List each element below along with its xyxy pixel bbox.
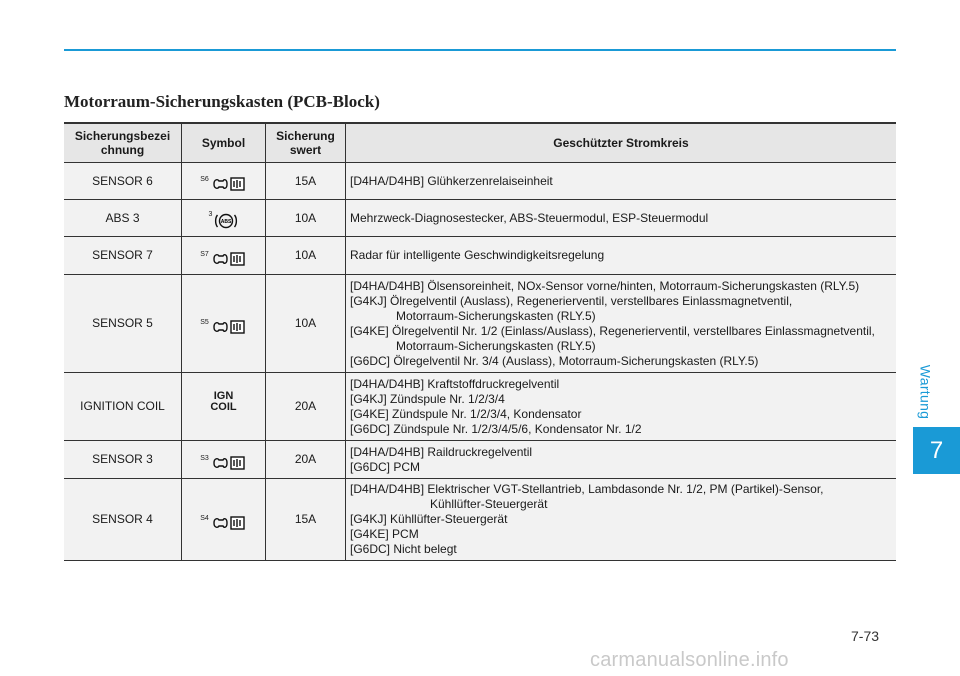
page-number: 7-73 (851, 628, 880, 644)
circuit-line: [G4KJ] Ölregelventil (Auslass), Regenerierventil, verstellbares Einlassmagnetventil, (350, 293, 793, 308)
fuse-name: SENSOR 3 (64, 441, 182, 479)
fuse-name: SENSOR 6 (64, 163, 182, 200)
table-header (64, 123, 896, 163)
fuse-value: 20A (266, 373, 346, 441)
watermark: carmanualsonline.info (590, 649, 789, 671)
table-row (64, 441, 896, 479)
fuse-circuit (346, 237, 897, 275)
sensor-icon (211, 515, 247, 531)
header-value: Sicherung swert (266, 123, 346, 163)
fuse-value: 10A (266, 200, 346, 237)
header-symbol: Symbol (182, 123, 266, 163)
fuse-symbol (182, 275, 266, 373)
section-title: Motorraum-Sicherungskasten (PCB-Block) (64, 92, 380, 111)
fuse-value: 15A (266, 163, 346, 200)
fuse-name: IGNITION COIL (64, 373, 182, 441)
circuit-line: [G6DC] Nicht belegt (350, 542, 457, 556)
fuse-circuit (346, 163, 897, 200)
chapter-badge: 7 (913, 427, 960, 474)
fuse-symbol (182, 441, 266, 479)
symbol-number: S5 (200, 318, 209, 326)
side-label (916, 360, 946, 426)
sensor-icon (211, 319, 247, 335)
fuse-table (64, 122, 896, 561)
header-name: Sicherungsbezei chnung (64, 123, 182, 163)
fuse-value: 15A (266, 479, 346, 561)
circuit-line: [G6DC] Zündspule Nr. 1/2/3/4/5/6, Kondensator Nr. 1/2 (350, 421, 642, 436)
circuit-line: Kühllüfter-Steuergerät (430, 497, 548, 511)
table-row (64, 200, 896, 237)
fuse-symbol (182, 373, 266, 441)
fuse-value: 10A (266, 237, 346, 275)
circuit-line: [D4HA/D4HB] Kraftstoffdruckregelventil (350, 376, 560, 391)
fuse-circuit (346, 200, 897, 237)
top-rule (64, 49, 896, 51)
circuit-line: [D4HA/D4HB] Elektrischer VGT-Stellantrieb, Lambdasonde Nr. 1/2, PM (Partikel)-Sensor, (350, 482, 824, 496)
circuit-line: [D4HA/D4HB] Ölsensoreinheit, NOx-Sensor vorne/hinten, Motorraum-Sicherungskasten (RLY.5) (350, 278, 860, 293)
fuse-symbol (182, 479, 266, 561)
fuse-name: SENSOR 5 (64, 275, 182, 373)
fuse-symbol (182, 163, 266, 200)
abs-icon (214, 211, 238, 231)
fuse-name: ABS 3 (64, 200, 182, 237)
fuse-circuit (346, 479, 897, 561)
symbol-number: 3 (208, 211, 213, 218)
table-row (64, 373, 896, 441)
circuit-line: Radar für intelligente Geschwindigkeitsregelung (350, 248, 605, 262)
circuit-line: [G4KE] PCM (350, 527, 419, 541)
fuse-value: 10A (266, 275, 346, 373)
sensor-icon (211, 251, 247, 267)
fuse-name: SENSOR 7 (64, 237, 182, 275)
circuit-line: Mehrzweck-Diagnosestecker, ABS-Steuermodul, ESP-Steuermodul (350, 210, 709, 225)
symbol-number: S6 (200, 176, 209, 183)
ign-coil-label: IGN COIL (210, 390, 237, 413)
sensor-icon (211, 176, 247, 192)
table-row (64, 479, 896, 561)
fuse-name: SENSOR 4 (64, 479, 182, 561)
symbol-number: S4 (200, 514, 209, 522)
symbol-number: S3 (200, 454, 209, 462)
fuse-symbol (182, 200, 266, 237)
symbol-number: S7 (200, 250, 209, 258)
circuit-line: [G6DC] Ölregelventil Nr. 3/4 (Auslass), Motorraum-Sicherungskasten (RLY.5) (350, 353, 759, 368)
circuit-line: [G4KE] Ölregelventil Nr. 1/2 (Einlass/Auslass), Regenerierventil, verstellbares Einlassmagnetventil, (350, 323, 875, 338)
circuit-line: [G4KJ] Zündspule Nr. 1/2/3/4 (350, 391, 505, 406)
circuit-line: [D4HA/D4HB] Glühkerzenrelaiseinheit (350, 173, 553, 188)
side-label-text: Wartung (917, 364, 934, 420)
table-row (64, 163, 896, 200)
circuit-line: [G4KE] Zündspule Nr. 1/2/3/4, Kondensator (350, 406, 582, 421)
abs-icon-text: ABS (221, 219, 232, 225)
circuit-line: [D4HA/D4HB] Raildruckregelventil (350, 444, 533, 459)
circuit-line: [G4KJ] Kühllüfter-Steuergerät (350, 512, 508, 526)
fuse-symbol (182, 237, 266, 275)
table-row (64, 237, 896, 275)
fuse-circuit (346, 441, 897, 479)
fuse-circuit (346, 373, 897, 441)
fuse-value: 20A (266, 441, 346, 479)
table-row (64, 275, 896, 373)
sensor-icon (211, 455, 247, 471)
circuit-line: [G6DC] PCM (350, 459, 421, 474)
header-circuit: Geschützter Stromkreis (346, 123, 897, 163)
fuse-circuit (346, 275, 897, 373)
circuit-line: Motorraum-Sicherungskasten (RLY.5) (396, 308, 596, 323)
circuit-line: Motorraum-Sicherungskasten (RLY.5) (396, 338, 596, 353)
